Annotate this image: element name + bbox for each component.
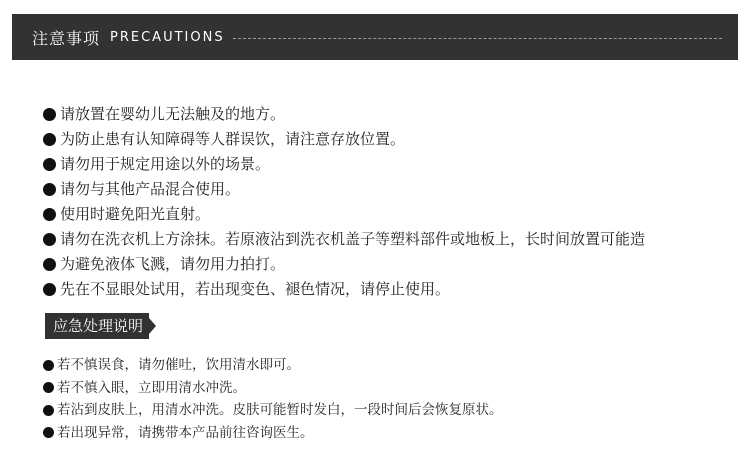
emergency-text: 若出现异常，请携带本产品前往咨询医生。 [57,424,314,441]
precaution-text: 先在不显眼处试用，若出现变色、褪色情况，请停止使用。 [60,280,451,298]
emergency-item [43,422,503,445]
precaution-text: 请勿与其他产品混合使用。 [60,180,241,198]
emergency-list [43,354,503,444]
precaution-item [43,152,645,177]
bullet-icon [43,427,54,438]
bullet-icon [43,108,56,121]
precaution-text: 为防止患有认知障碍等人群误饮，请注意存放位置。 [60,130,406,148]
precaution-text: 请勿用于规定用途以外的场景。 [60,155,271,173]
bullet-icon [43,405,54,416]
bullet-icon [43,283,56,296]
precautions-banner [12,14,738,60]
emergency-text: 若沾到皮肤上，用清水冲洗。皮肤可能暂时发白，一段时间后会恢复原状。 [57,402,503,418]
precaution-item [43,177,645,202]
bullet-icon [43,133,56,146]
bullet-icon [43,382,54,393]
emergency-text: 若不慎入眼，立即用清水冲洗。 [57,379,246,396]
precaution-item [43,277,645,302]
precaution-text: 使用时避免阳光直射。 [60,205,211,223]
arrow-right-icon [149,318,156,334]
banner-title-cn: 注意事项 [32,28,101,48]
bullet-icon [43,208,56,221]
emergency-heading [45,313,156,339]
emergency-item [43,377,503,400]
bullet-icon [43,233,56,246]
precaution-item [43,252,645,277]
precautions-list [43,102,645,302]
emergency-item [43,399,503,422]
precaution-text: 请勿在洗衣机上方涂抹。若原液沾到洗衣机盖子等塑料部件或地板上，长时间放置可能造 [60,230,646,248]
precaution-text: 为避免液体飞溅，请勿用力拍打。 [60,255,286,273]
emergency-item [43,354,503,377]
precaution-item [43,102,645,127]
bullet-icon [43,183,56,196]
precaution-item [43,202,645,227]
bullet-icon [43,158,56,171]
banner-dashed-rule [233,38,722,39]
precaution-text: 请放置在婴幼儿无法触及的地方。 [60,105,286,123]
precaution-item [43,227,645,252]
bullet-icon [43,258,56,271]
bullet-icon [43,360,54,371]
emergency-heading-label: 应急处理说明 [45,313,149,339]
banner-title-en: PRECAUTIONS [110,29,225,45]
emergency-text: 若不慎误食，请勿催吐，饮用清水即可。 [57,357,300,373]
precaution-item [43,127,645,152]
